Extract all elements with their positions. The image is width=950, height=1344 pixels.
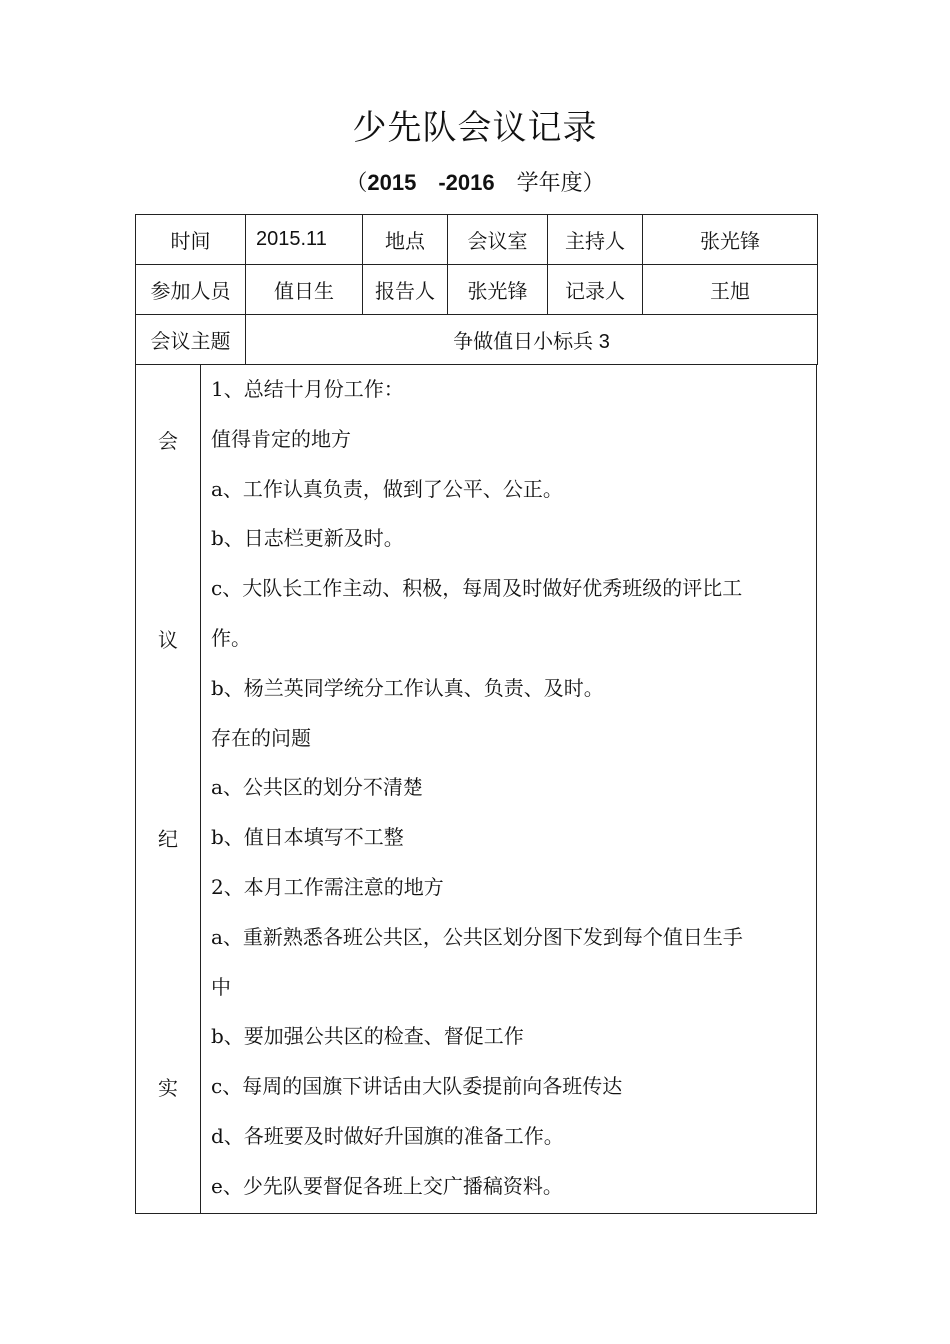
year-end: -2016 xyxy=(438,170,495,195)
side-label-char: 议 xyxy=(158,628,178,652)
school-year-label: 学年度） xyxy=(516,171,605,196)
topic-value: 争做值日小标兵 3 xyxy=(246,315,818,365)
minutes-line: 2、本月工作需注意的地方 xyxy=(211,874,444,899)
host-value: 张光锋 xyxy=(643,215,818,265)
table-row xyxy=(136,265,818,315)
minutes-line: a、工作认真负责，做到了公平、公正。 xyxy=(211,476,563,501)
location-label: 地点 xyxy=(363,215,448,265)
school-year xyxy=(0,166,950,197)
meeting-minutes-section xyxy=(135,365,817,1214)
minutes-line: e、少先队要督促各班上交广播稿资料。 xyxy=(211,1173,563,1198)
meeting-info-table xyxy=(135,214,818,365)
reporter-value: 张光锋 xyxy=(448,265,548,315)
minutes-line: d、各班要及时做好升国旗的准备工作。 xyxy=(211,1123,564,1148)
minutes-line: c、每周的国旗下讲话由大队委提前向各班传达 xyxy=(211,1074,623,1099)
minutes-body xyxy=(211,373,811,1220)
minutes-line: 作。 xyxy=(211,625,251,650)
minutes-line: b、日志栏更新及时。 xyxy=(211,526,404,551)
minutes-line: b、杨兰英同学统分工作认真、负责、及时。 xyxy=(211,675,604,700)
side-label-char: 实 xyxy=(158,1076,178,1100)
minutes-line: a、重新熟悉各班公共区，公共区划分图下发到每个值日生手 xyxy=(211,924,743,949)
attendees-value: 值日生 xyxy=(246,265,363,315)
attendees-label: 参加人员 xyxy=(136,265,246,315)
table-row xyxy=(136,315,818,365)
minutes-line: 1、总结十月份工作： xyxy=(211,377,404,401)
table-row xyxy=(136,215,818,265)
minutes-line: 值得肯定的地方 xyxy=(211,426,351,451)
time-label: 时间 xyxy=(136,215,246,265)
location-value: 会议室 xyxy=(448,215,548,265)
minutes-line: b、要加强公共区的检查、督促工作 xyxy=(211,1024,524,1049)
side-label-char: 纪 xyxy=(158,827,178,851)
host-label: 主持人 xyxy=(548,215,643,265)
topic-label: 会议主题 xyxy=(136,315,246,365)
time-value: 2015.11 xyxy=(246,215,363,265)
year-start: 2015 xyxy=(367,170,417,195)
minutes-line: 存在的问题 xyxy=(211,725,311,750)
recorder-label: 记录人 xyxy=(548,265,643,315)
document-title: 少先队会议记录 xyxy=(352,108,598,148)
minutes-line: 中 xyxy=(211,974,231,999)
reporter-label: 报告人 xyxy=(363,265,448,315)
recorder-value: 王旭 xyxy=(643,265,818,315)
side-label-char: 会 xyxy=(158,429,178,453)
subtitle-open-paren: （ xyxy=(345,171,368,196)
minutes-line: b、值日本填写不工整 xyxy=(211,825,404,850)
minutes-line: a、公共区的划分不清楚 xyxy=(211,775,423,800)
column-divider xyxy=(200,365,201,1213)
minutes-line: c、大队长工作主动、积极，每周及时做好优秀班级的评比工 xyxy=(211,576,743,601)
